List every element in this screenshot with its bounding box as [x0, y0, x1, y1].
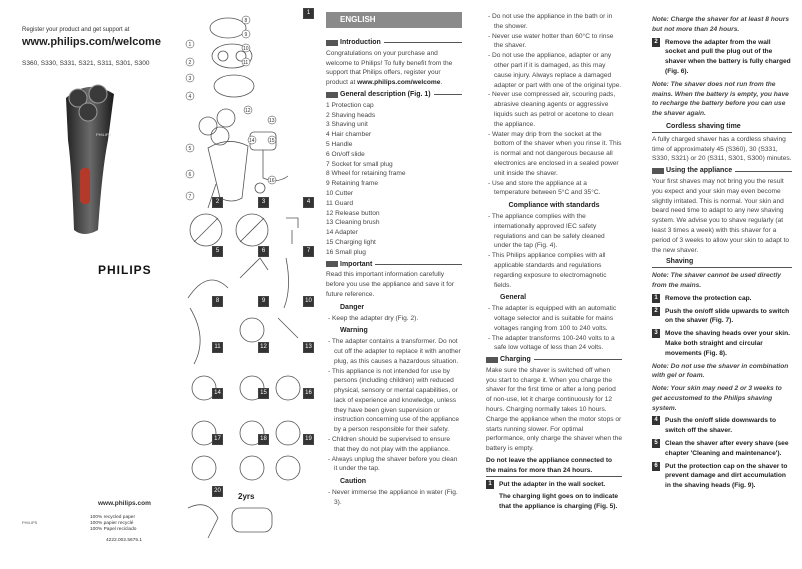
section-general-description: General description (Fig. 1) — [326, 90, 462, 100]
step-text: Remove the protection cap. — [665, 294, 752, 302]
svg-text:2: 2 — [188, 60, 192, 66]
fig-label: 15 — [258, 388, 269, 399]
shaving-steps-a — [652, 294, 792, 359]
part-item: 3 Shaving unit — [326, 121, 368, 129]
important-paragraph: Read this important information carefully before you use the appliance and save it for future reference. — [326, 271, 454, 298]
general-list — [486, 304, 622, 353]
caution-item: - Do not use the appliance, adapter or any other part if it is damaged, as this may cause injury. Always replace a damaged adapter or part with one of the original type. — [488, 52, 622, 89]
part-item: 9 Retaining frame — [326, 180, 379, 188]
compliance-item: - This Philips appliance complies with all applicable standards and regulations regarding exposure to electromagnetic fields. — [488, 252, 607, 289]
fig-label: 2 — [212, 197, 223, 208]
fig-label: 11 — [212, 342, 223, 353]
caution-item: - Never use water hotter than 60°C to rinse the shaver. — [488, 32, 614, 50]
parts-list — [326, 101, 462, 258]
fig-label: 8 — [212, 296, 223, 307]
recycle-line: 100% papier recyclé — [90, 521, 134, 526]
model-list: S360, S330, S331, S321, S311, S301, S300 — [22, 60, 150, 67]
fig-label: 14 — [212, 388, 223, 399]
compliance-list — [486, 212, 622, 290]
caution-item: - Never immerse the appliance in water (Fig. 3). — [328, 489, 458, 506]
note-gel: Note: Do not use the shaver in combination with gel or foam. — [652, 362, 789, 380]
svg-text:15: 15 — [269, 138, 275, 144]
document-code: 4222.002.5675.1 — [106, 538, 143, 543]
svg-text:7: 7 — [188, 194, 192, 200]
part-item: 13 Cleaning brush — [326, 219, 380, 227]
part-item: 16 Small plug — [326, 248, 366, 256]
note-charge-time: Note: Charge the shaver for at least 8 hours but not more than 24 hours. — [652, 16, 790, 33]
part-item: 5 Handle — [326, 140, 353, 148]
step-number: 2 — [652, 307, 660, 316]
fig-label: 18 — [258, 434, 269, 445]
recycle-line: 100% Papel reciclado — [90, 527, 137, 532]
caution-item: - Use and store the appliance at a temperature between 5°C and 35°C. — [488, 179, 601, 197]
charging-step-1-sub: The charging light goes on to indicate that the appliance is charging (Fig. 5). — [499, 493, 619, 511]
warning-item: - Children should be supervised to ensure that they do not play with the appliance. — [328, 436, 451, 453]
fig-label: 12 — [258, 342, 269, 353]
step-text: Clean the shaver after every shave (see chapter 'Cleaning and maintenance'). — [665, 440, 789, 457]
recycle-line: 100% recycled paper — [90, 515, 136, 520]
warning-item: - The adapter contains a transformer. Do not cut off the adapter to replace it with another plug, as this causes a hazardous situation. — [328, 338, 461, 365]
step-text: Move the shaving heads over your skin. Make both straight and circular movements (Fig. 8). — [665, 330, 790, 357]
caution-item: - Water may drip from the socket at the bottom of the shaver when you rinse it. This is normal and not dangerous because all electronics are enclosed in a sealed power unit inside the shaver. — [488, 130, 622, 177]
register-text: Register your product and get support at — [22, 27, 130, 33]
cordless-heading: Cordless shaving time — [652, 122, 792, 133]
warning-list — [326, 337, 462, 474]
danger-item: - Keep the adapter dry (Fig. 2). — [328, 314, 419, 322]
caution-list — [326, 488, 462, 508]
caution-item: - Never use compressed air, scouring pads, abrasive cleaning agents or aggressive liquids such as petrol or acetone to clean the appliance. — [488, 91, 616, 128]
caution-item: - Do not use the appliance in the bath or in the shower. — [488, 13, 613, 30]
compliance-heading: Compliance with standards — [508, 202, 600, 210]
svg-text:5: 5 — [188, 146, 192, 152]
two-years-label: 2yrs — [238, 492, 255, 501]
fig-label: 13 — [303, 342, 314, 353]
fig-label: 5 — [212, 246, 223, 257]
fig-label: 3 — [258, 197, 269, 208]
shaver-illustration — [58, 80, 118, 240]
general-item: - The adapter transforms 100-240 volts to a safe low voltage of less than 24 volts. — [488, 334, 615, 352]
shaving-heading: Shaving — [652, 257, 792, 268]
caution-list-continued — [486, 12, 622, 198]
part-item: 4 Hair chamber — [326, 131, 372, 139]
svg-text:11: 11 — [243, 60, 249, 66]
svg-text:8: 8 — [244, 18, 248, 24]
part-item: 6 On/off slide — [326, 150, 365, 158]
shaving-step — [652, 416, 792, 436]
intro-url[interactable]: www.philips.com/welcome — [357, 79, 441, 87]
shaving-step — [652, 462, 792, 491]
recycle-info — [90, 515, 136, 533]
section-using-appliance: Using the appliance — [652, 166, 792, 176]
cordless-paragraph: A fully charged shaver has a cordless shaving time of approximately 45 (S360), 30 (S331, S330, S321) or 20 (S311, S301, S300) minutes. — [652, 135, 792, 163]
fig-label: 19 — [303, 434, 314, 445]
step-number: 4 — [652, 416, 660, 425]
svg-text:13: 13 — [269, 118, 275, 124]
footer-url[interactable]: www.philips.com — [98, 500, 151, 507]
page-number-badge: 1 — [303, 8, 314, 19]
danger-heading: Danger — [340, 303, 365, 311]
general-heading: General — [500, 294, 527, 302]
part-item: 1 Protection cap — [326, 101, 374, 109]
part-item: 2 Shaving heads — [326, 111, 376, 119]
caution-heading: Caution — [340, 478, 367, 486]
figures-panel — [168, 8, 312, 548]
general-item: - The adapter is equipped with an automatic voltage selector and is suitable for mains voltages ranging from 100 to 240 volts. — [488, 305, 617, 332]
charging-warning: Do not leave the appliance connected to the mains for more than 24 hours. — [486, 456, 622, 477]
part-item: 15 Charging light — [326, 238, 376, 246]
fig-label: 6 — [258, 246, 269, 257]
philips-logo: PHILIPS — [98, 263, 152, 277]
svg-text:6: 6 — [188, 172, 192, 178]
step-text: Push the on/off slide downwards to switch off the shaver. — [665, 417, 776, 435]
part-item: 11 Guard — [326, 199, 354, 207]
fig-label: 16 — [303, 388, 314, 399]
using-paragraph: Your first shaves may not bring you the result you expect and your skin may even become slightly irritated. This is normal. Your skin and beard need time to adapt to any new shaving system. We advise you to shave regularly (at least 3 times a week) with this shaver for a period of 3 weeks to allow your skin to adapt to the new shaver. — [652, 177, 790, 254]
part-item: 14 Adapter — [326, 229, 358, 237]
note-mains-direct: Note: The shaver cannot be used directly from the mains. — [652, 272, 781, 289]
warning-item: - This appliance is not intended for use by persons (including children) with reduced physical, sensory or mental capabilities, or lack of experience and knowledge, unless they have been given supervision or instruction concerning use of the appliance by a person responsible for their safety. — [328, 367, 459, 434]
warning-heading: Warning — [340, 327, 368, 335]
shaving-step — [652, 439, 792, 459]
fig-label: 9 — [258, 296, 269, 307]
part-item: 10 Cutter — [326, 189, 354, 197]
danger-list — [326, 314, 462, 324]
philips-small-logo: PHILIPS — [22, 520, 38, 525]
section-introduction: Introduction — [326, 38, 462, 48]
step-number: 6 — [652, 462, 660, 471]
charging-paragraph: Make sure the shaver is switched off when you start to charge it. When you charge the shaver for the first time or after a long period of non-use, let it charge continuously for 12 hours. Charging normally takes 10 hours. Charge the appliance when the motor stops or starts running slower. For optimal performance, only charge the shaver when the battery is empty. — [486, 366, 622, 453]
part-item: 12 Release button — [326, 209, 380, 217]
svg-text:3: 3 — [188, 76, 192, 82]
column-2 — [486, 12, 622, 512]
shaving-step — [652, 329, 792, 358]
charging-step-2: 2 Remove the adapter from the wall socket and pull the plug out of the shaver when the battery is fully charged (Fig. 6). — [652, 38, 792, 77]
fig-label: 20 — [212, 486, 223, 497]
svg-text:9: 9 — [244, 32, 248, 38]
section-charging: Charging — [486, 355, 622, 365]
language-header: ENGLISH — [326, 12, 462, 28]
column-3 — [652, 12, 792, 494]
shaving-step — [652, 307, 792, 327]
svg-text:10: 10 — [243, 46, 249, 52]
step-text: Push the on/off slide upwards to switch on the shaver (Fig. 7). — [665, 307, 790, 325]
step-number: 1 — [652, 294, 660, 303]
welcome-url[interactable]: www.philips.com/welcome — [22, 36, 161, 48]
compliance-item: - The appliance complies with the internationally approved IEC safety regulations and can be safely cleaned under the tap (Fig. 4). — [488, 212, 605, 250]
step-text: Put the protection cap on the shaver to prevent damage and dirt accumulation in the shaving heads (Fig. 9). — [665, 462, 788, 490]
column-1 — [326, 12, 462, 508]
svg-text:12: 12 — [245, 108, 251, 114]
step-number: 3 — [652, 329, 660, 338]
fig-label: 17 — [212, 434, 223, 445]
charging-step-1: 1 Put the adapter in the wall socket. — [486, 480, 622, 490]
shaving-step — [652, 294, 792, 304]
svg-text:14: 14 — [249, 138, 255, 144]
section-important: Important — [326, 260, 462, 270]
part-item: 7 Socket for small plug — [326, 160, 393, 168]
part-item: 8 Wheel for retaining frame — [326, 170, 406, 178]
warning-item: - Always unplug the shaver before you clean it under the tap. — [328, 455, 458, 473]
shaving-steps-b — [652, 416, 792, 491]
note-mains: Note: The shaver does not run from the mains. When the battery is empty, you have to recharge the battery before you can use the shaver again. — [652, 80, 789, 118]
step-number: 5 — [652, 439, 660, 448]
note-accustom: Note: Your skin may need 2 or 3 weeks to get accustomed to the Philips shaving system. — [652, 385, 782, 412]
fig-label: 4 — [303, 197, 314, 208]
svg-text:1: 1 — [188, 42, 192, 48]
svg-text:4: 4 — [188, 94, 192, 100]
fig-label: 7 — [303, 246, 314, 257]
intro-paragraph: Congratulations on your purchase and welcome to Philips! To fully benefit from the support that Philips offers, register your product at www.philips.com/welcome. — [326, 49, 453, 87]
fig-label: 10 — [303, 296, 314, 307]
svg-text:16: 16 — [269, 178, 275, 184]
svg-text:PHILIPS: PHILIPS — [96, 132, 112, 137]
